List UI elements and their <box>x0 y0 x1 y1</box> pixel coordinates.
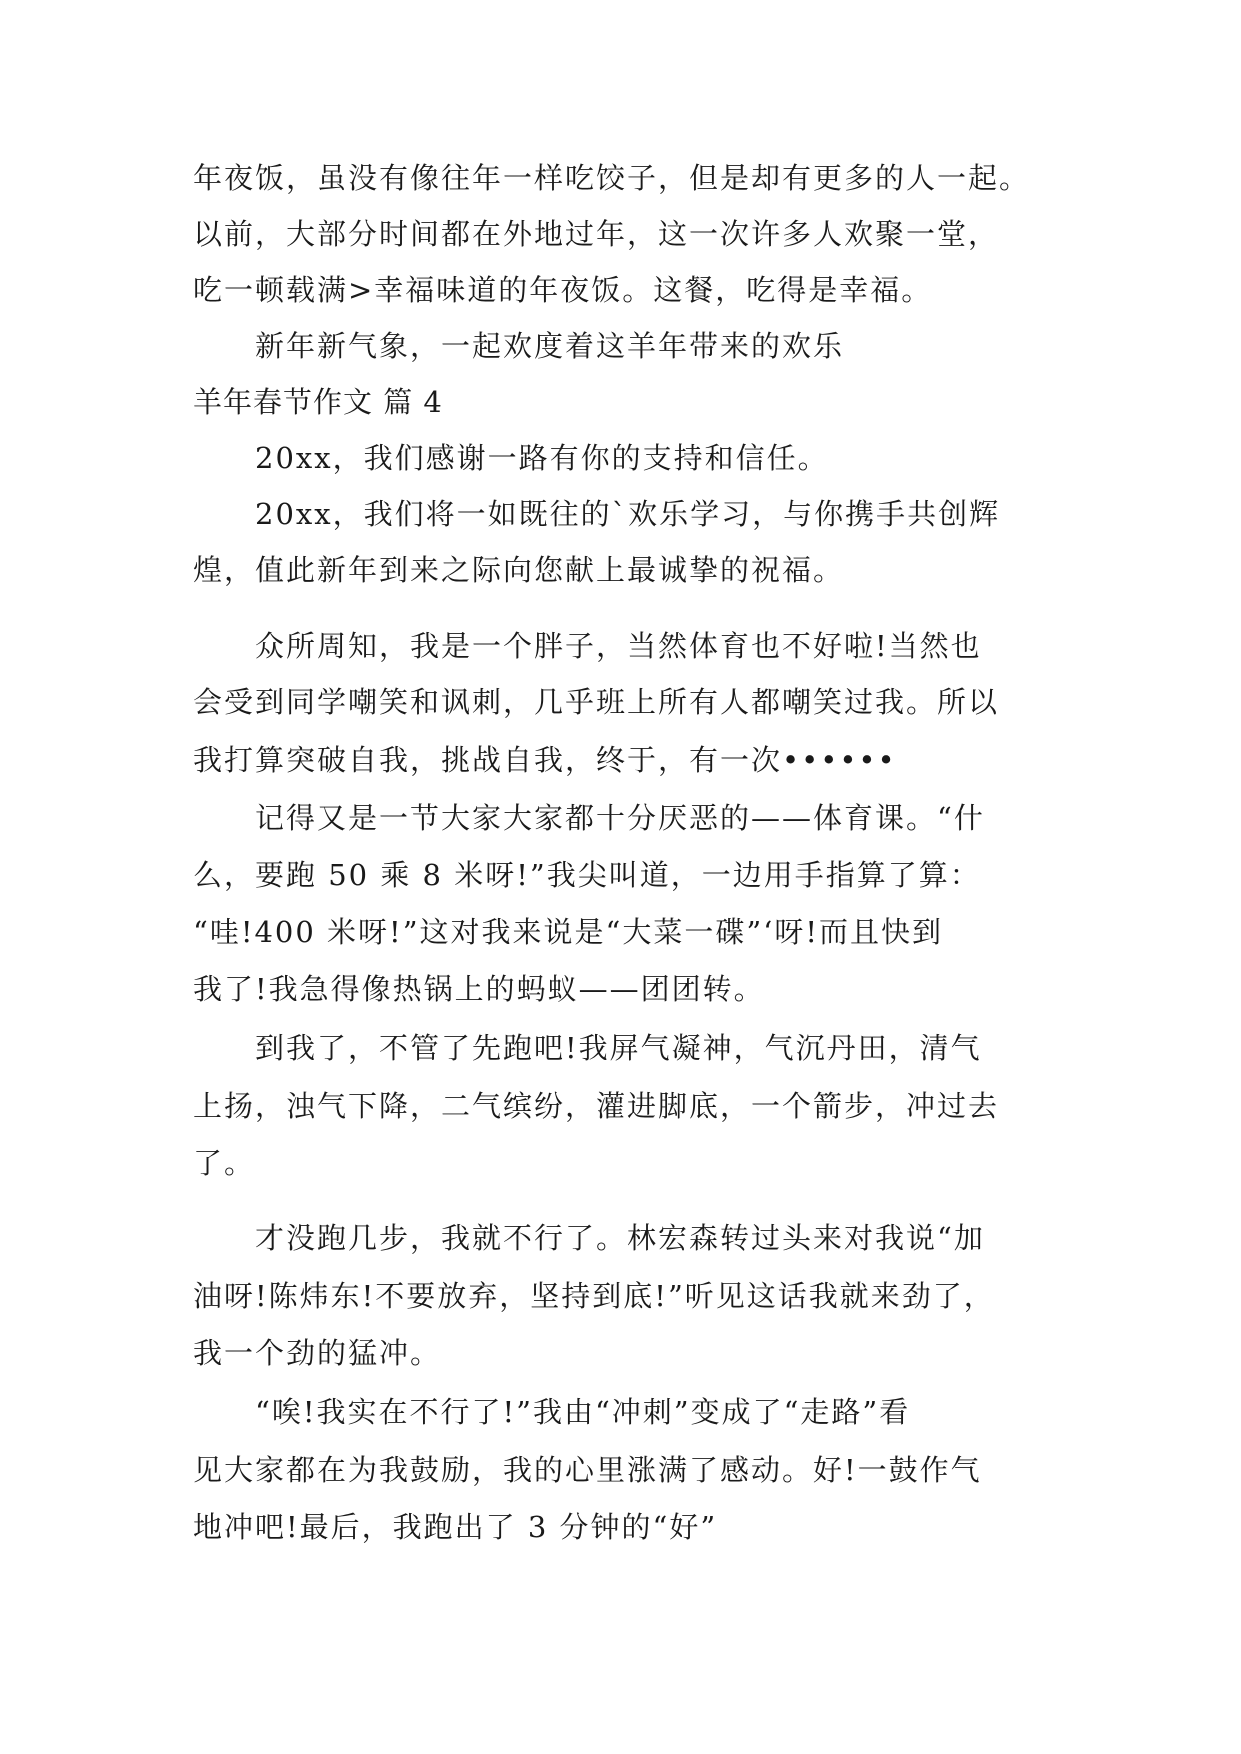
text-line: 上扬，浊气下降，二气缤纷，灌进脚底，一个箭步，冲过去 <box>193 1089 1000 1123</box>
text-line: 记得又是一节大家大家都十分厌恶的——体育课。“什 <box>255 801 985 835</box>
text-line: 煌，值此新年到来之际向您献上最诚挚的祝福。 <box>193 553 845 587</box>
text-line: 新年新气象，一起欢度着这羊年带来的欢乐 <box>255 329 845 363</box>
text-line: 么，要跑 50 乘 8 米呀!”我尖叫道，一边用手指算了算： <box>193 858 981 892</box>
text-line: 众所周知，我是一个胖子，当然体育也不好啦!当然也 <box>255 629 982 663</box>
text-line: 到我了，不管了先跑吧!我屏气凝神，气沉丹田，清气 <box>255 1031 982 1065</box>
section-heading: 羊年春节作文 篇 4 <box>193 385 443 419</box>
text-line: 油呀!陈炜东!不要放弃，坚持到底!”听见这话我就来劲了， <box>193 1279 995 1313</box>
text-line: 才没跑几步，我就不行了。林宏森转过头来对我说“加 <box>255 1221 985 1255</box>
text-line: 我了!我急得像热锅上的蚂蚁——团团转。 <box>193 972 765 1006</box>
text-line: “唉!我实在不行了!”我由“冲刺”变成了“走路”看 <box>255 1395 911 1429</box>
text-line: 20xx，我们将一如既往的`欢乐学习，与你携手共创辉 <box>255 497 1001 531</box>
text-line: 年夜饭，虽没有像往年一样吃饺子，但是却有更多的人一起。 <box>193 161 1031 195</box>
text-line: 见大家都在为我鼓励，我的心里涨满了感动。好!一鼓作气 <box>193 1453 982 1487</box>
text-line: 我一个劲的猛冲。 <box>193 1336 442 1370</box>
text-line: “哇!400 米呀!”这对我来说是“大菜一碟”‘呀!而且快到 <box>193 915 944 949</box>
text-line: 我打算突破自我，挑战自我，终于，有一次•••••• <box>193 743 897 777</box>
text-line: 以前，大部分时间都在外地过年，这一次许多人欢聚一堂， <box>193 217 1000 251</box>
text-line: 地冲吧!最后，我跑出了 3 分钟的“好” <box>193 1510 718 1544</box>
text-line: 会受到同学嘲笑和讽刺，几乎班上所有人都嘲笑过我。所以 <box>193 685 1000 719</box>
text-line: 吃一顿载满>幸福味道的年夜饭。这餐，吃得是幸福。 <box>193 273 933 307</box>
text-line: 20xx，我们感谢一路有你的支持和信任。 <box>255 441 829 475</box>
text-line: 了。 <box>193 1146 256 1180</box>
